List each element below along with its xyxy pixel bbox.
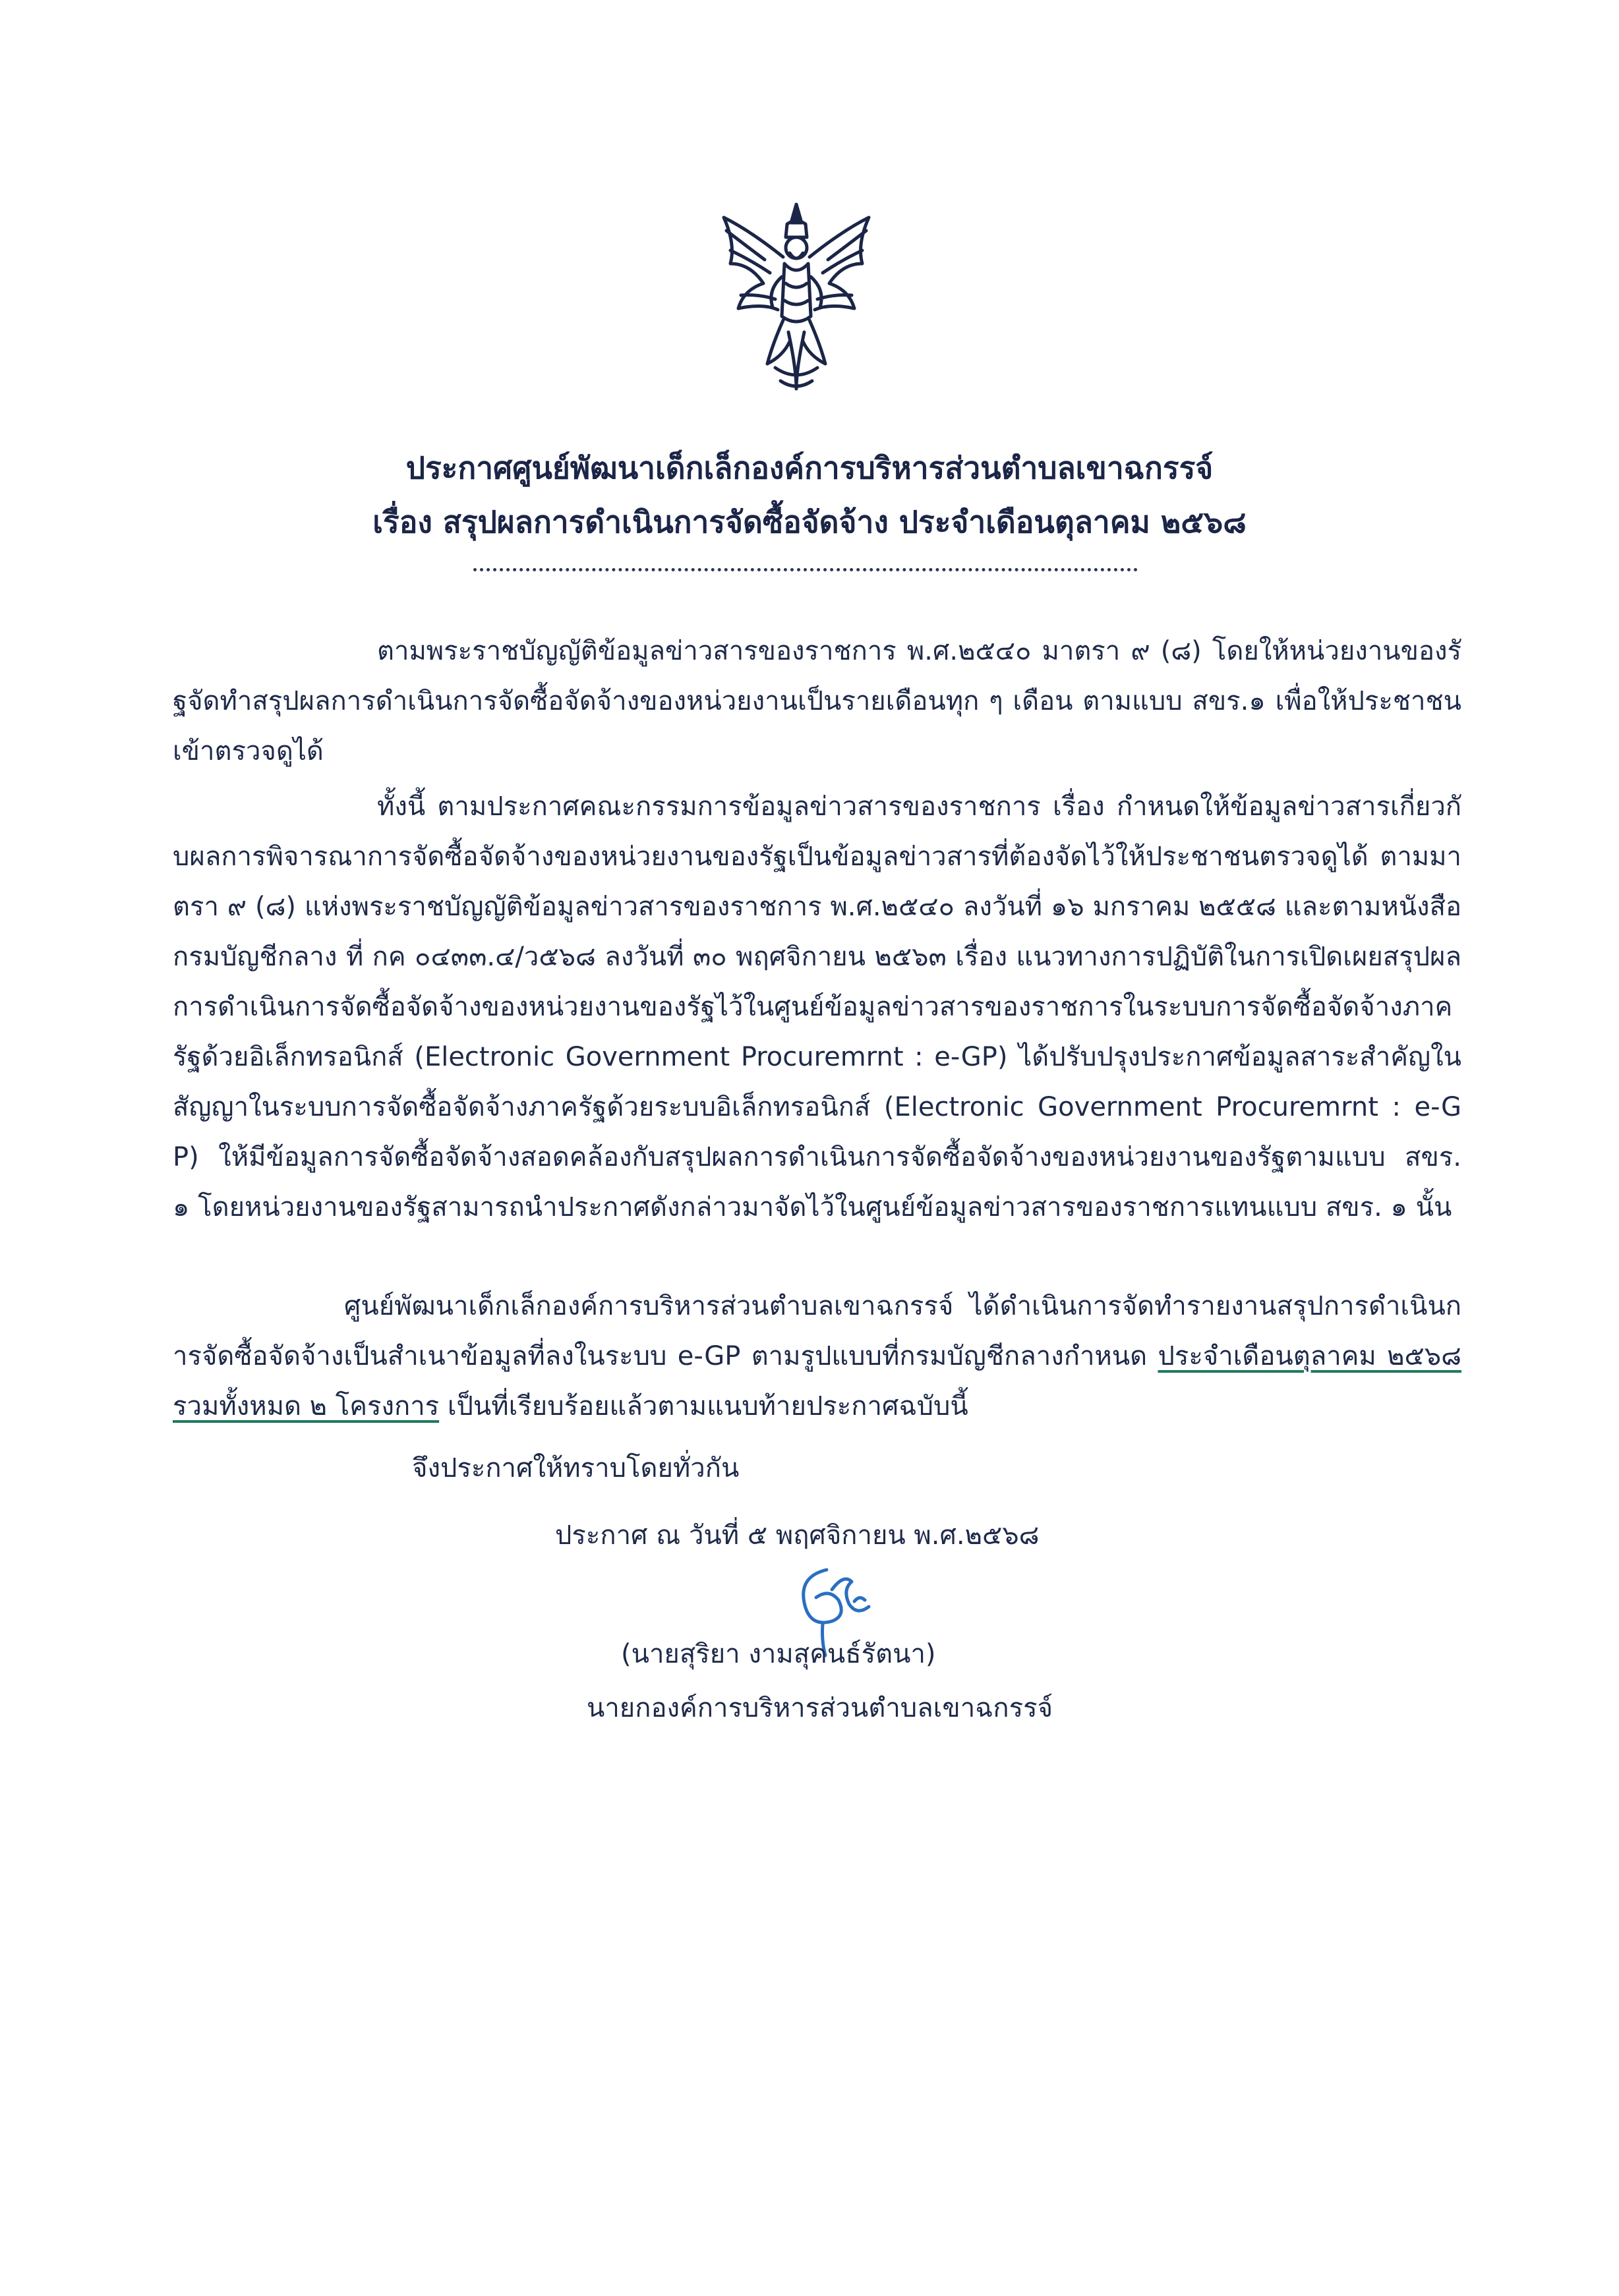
closing-statement: จึงประกาศให้ทราบโดยทั่วกัน bbox=[412, 1453, 740, 1483]
garuda-emblem-icon bbox=[704, 191, 889, 402]
paragraph-3 bbox=[173, 1281, 1461, 1431]
paragraph-3-text: ศูนย์พัฒนาเด็กเล็กองค์การบริหารส่วนตำบลเขาฉกรรจ์ ได้ดำเนินการจัดทำรายงานสรุปการดำเนินการจัดซื้อจัดจ้างเป็นสำเนาข้อมูลที่ลงในระบบ e-GP ตามรูปแบบที่กรมบัญชีกลางกำหนด bbox=[173, 1291, 1461, 1371]
paragraph-1: ตามพระราชบัญญัติข้อมูลข่าวสารของราชการ พ.ศ.๒๕๔๐ มาตรา ๙ (๘) โดยให้หน่วยงานของรัฐจัดทำสรุปผลการดำเนินการจัดซื้อจัดจ้างของหน่วยงานเป็นรายเดือนทุก ๆ เดือน ตามแบบ สขร.๑ เพื่อให้ประชาชนเข้าตรวจดูได้ bbox=[173, 636, 1461, 766]
announcement-title: ประกาศศูนย์พัฒนาเด็กเล็กองค์การบริหารส่วนตำบลเขาฉกรรจ์ bbox=[405, 450, 1214, 486]
summary-underlined: ประจำเดือนตุลาคม ๒๕๖๘ รวมทั้งหมด ๒ โครงการ bbox=[173, 1341, 1462, 1421]
announcement-subject: เรื่อง สรุปผลการดำเนินการจัดซื้อจัดจ้าง ประจำเดือนตุลาคม ๒๕๖๘ bbox=[372, 504, 1247, 540]
paragraph-3-text-end: เป็นที่เรียบร้อยแล้วตามแนบท้ายประกาศฉบับนี้ bbox=[439, 1391, 968, 1421]
dotted-divider bbox=[473, 568, 1138, 571]
signer-position: นายกองค์การบริหารส่วนตำบลเขาฉกรรจ์ bbox=[587, 1693, 1053, 1723]
paragraph-2: ทั้งนี้ ตามประกาศคณะกรรมการข้อมูลข่าวสารของราชการ เรื่อง กำหนดให้ข้อมูลข่าวสารเกี่ยวกับผลการพิจารณาการจัดซื้อจัดจ้างของหน่วยงานของรัฐเป็นข้อมูลข่าวสารที่ต้องจัดไว้ให้ประชาชนตรวจดูได้ ตามมาตรา ๙ (๘) แห่งพระราชบัญญัติข้อมูลข่าวสารของราชการ พ.ศ.๒๕๔๐ ลงวันที่ ๑๖ มกราคม ๒๕๕๘ และตามหนังสือกรมบัญชีกลาง ที่ กค ๐๔๓๓.๔/ว๕๖๘ ลงวันที่ ๓๐ พฤศจิกายน ๒๕๖๓ เรื่อง แนวทางการปฏิบัติในการเปิดเผยสรุปผลการดำเนินการจัดซื้อจัดจ้างของหน่วยงานของรัฐไว้ในศูนย์ข้อมูลข่าวสารของราชการในระบบการจัดซื้อจัดจ้างภาครัฐด้วยอิเล็กทรอนิกส์ (Electronic Government Procuremrnt : e-GP) ได้ปรับปรุงประกาศข้อมูลสาระสำคัญในสัญญาในระบบการจัดซื้อจัดจ้างภาครัฐด้วยระบบอิเล็กทรอนิกส์ (Electronic Government Procuremrnt : e-GP) ให้มีข้อมูลการจัดซื้อจัดจ้างสอดคล้องกับสรุปผลการดำเนินการจัดซื้อจัดจ้างของหน่วยงานของรัฐตามแบบ สขร. ๑ โดยหน่วยงานของรัฐสามารถนำประกาศดังกล่าวมาจัดไว้ในศูนย์ข้อมูลข่าวสารของราชการแทนแบบ สขร. ๑ นั้น bbox=[173, 791, 1461, 1222]
announcement-date: ประกาศ ณ วันที่ ๕ พฤศจิกายน พ.ศ.๒๕๖๘ bbox=[555, 1520, 1040, 1551]
signer-name: (นายสุริยา งามสุคนธ์รัตนา) bbox=[621, 1639, 936, 1669]
